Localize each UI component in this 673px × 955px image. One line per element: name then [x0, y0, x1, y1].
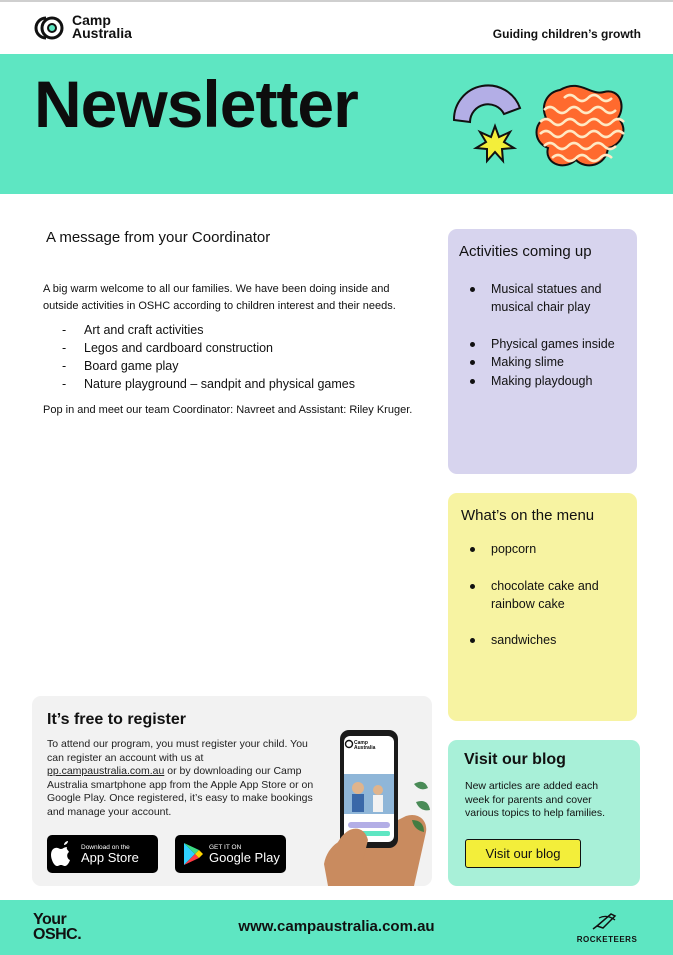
- google-play-button[interactable]: [175, 835, 286, 873]
- register-body: [47, 738, 317, 819]
- phone-brand-line-2: Australia: [354, 745, 376, 751]
- list-item: [62, 375, 355, 393]
- apple-icon: [47, 835, 81, 873]
- dash-marker: -: [62, 341, 67, 355]
- brand-name: [72, 14, 132, 40]
- app-store-button[interactable]: [47, 835, 158, 873]
- your-oshc-line-2: OSHC.: [33, 926, 82, 943]
- coordinator-intro: A big warm welcome to all our families. We have been doing inside and outside activities in OSHC according to children interest and their needs.: [43, 283, 396, 312]
- phone-brand-line-1: Camp: [354, 740, 368, 746]
- menu-card: [448, 493, 637, 721]
- coordinator-activity-list: [62, 321, 355, 393]
- list-item: [470, 631, 620, 649]
- list-item: [470, 540, 620, 558]
- list-item-text: popcorn: [491, 542, 537, 556]
- dash-marker: -: [62, 323, 67, 337]
- bullet-icon: [470, 584, 475, 589]
- list-item: [470, 353, 620, 371]
- list-item-text: Board game play: [84, 359, 179, 373]
- rocketeers-text: ROCKETEERS: [576, 935, 638, 944]
- list-item: [470, 280, 620, 316]
- bullet-icon: [470, 638, 475, 643]
- google-play-small: GET IT ON: [209, 843, 242, 851]
- coordinator-heading: A message from your Coordinator: [46, 229, 271, 246]
- tagline: Guiding children’s growth: [492, 27, 641, 41]
- list-item-text: Legos and cardboard construction: [84, 341, 274, 355]
- list-item-text: chocolate cake and rainbow cake: [491, 579, 599, 611]
- dash-marker: -: [62, 377, 67, 391]
- top-border: [0, 0, 673, 2]
- visit-blog-button[interactable]: Visit our blog: [465, 839, 581, 868]
- register-link[interactable]: pp.campaustralia.com.au: [47, 765, 165, 777]
- app-store-label: App Store: [81, 849, 139, 865]
- list-item-text: sandwiches: [491, 633, 557, 647]
- list-item-text: Making slime: [491, 355, 564, 369]
- list-item: [62, 339, 355, 357]
- register-text-2: or by downloading our Camp Australia smartphone app from the Apple App Store or on Google Play. Once registered, it’s easy to make bookings and manage your account.: [47, 765, 314, 818]
- activities-title: Activities coming up: [459, 243, 592, 260]
- bullet-icon: [470, 379, 475, 384]
- register-title: It’s free to register: [47, 711, 187, 728]
- google-play-label: Google Play: [209, 849, 280, 865]
- list-item-text: Musical statues and musical chair play: [491, 282, 602, 314]
- list-item: [470, 335, 620, 353]
- list-item: [62, 357, 355, 375]
- brand-line-1: Camp: [72, 12, 111, 28]
- menu-title: What’s on the menu: [461, 507, 595, 524]
- register-text-1: To attend our program, you must register your child. You can register an account with us at: [47, 738, 308, 764]
- bullet-icon: [470, 360, 475, 365]
- list-item: [62, 321, 355, 339]
- dash-marker: -: [62, 359, 67, 373]
- list-item-text: Nature playground – sandpit and physical games: [84, 377, 356, 391]
- bullet-icon: [470, 342, 475, 347]
- rocket-icon: [567, 910, 647, 930]
- blog-text: New articles are added each week for parents and cover various topics to help families.: [465, 780, 606, 819]
- decorative-shapes-icon: [440, 74, 640, 189]
- phone-brand-text: [354, 741, 375, 751]
- brand-line-2: Australia: [72, 25, 132, 41]
- coordinator-closing: Pop in and meet our team Coordinator: Navreet and Assistant: Riley Kruger.: [43, 404, 413, 416]
- list-item-text: Physical games inside: [491, 337, 615, 351]
- list-item: [470, 577, 620, 613]
- app-store-small: Download on the: [81, 843, 130, 851]
- activities-card: [448, 229, 637, 474]
- your-oshc-line-1: Your: [33, 911, 67, 928]
- google-play-icon: [175, 835, 209, 873]
- website-link[interactable]: www.campaustralia.com.au: [238, 918, 435, 935]
- list-item: [470, 372, 620, 390]
- bullet-icon: [470, 287, 475, 292]
- list-item-text: Making playdough: [491, 374, 593, 388]
- blog-title: Visit our blog: [464, 751, 566, 768]
- camp-australia-logo-icon: [28, 14, 72, 42]
- newsletter-title: Newsletter: [34, 67, 358, 141]
- rocketeers-logo: [567, 910, 647, 944]
- bullet-icon: [470, 547, 475, 552]
- list-item-text: Art and craft activities: [84, 323, 204, 337]
